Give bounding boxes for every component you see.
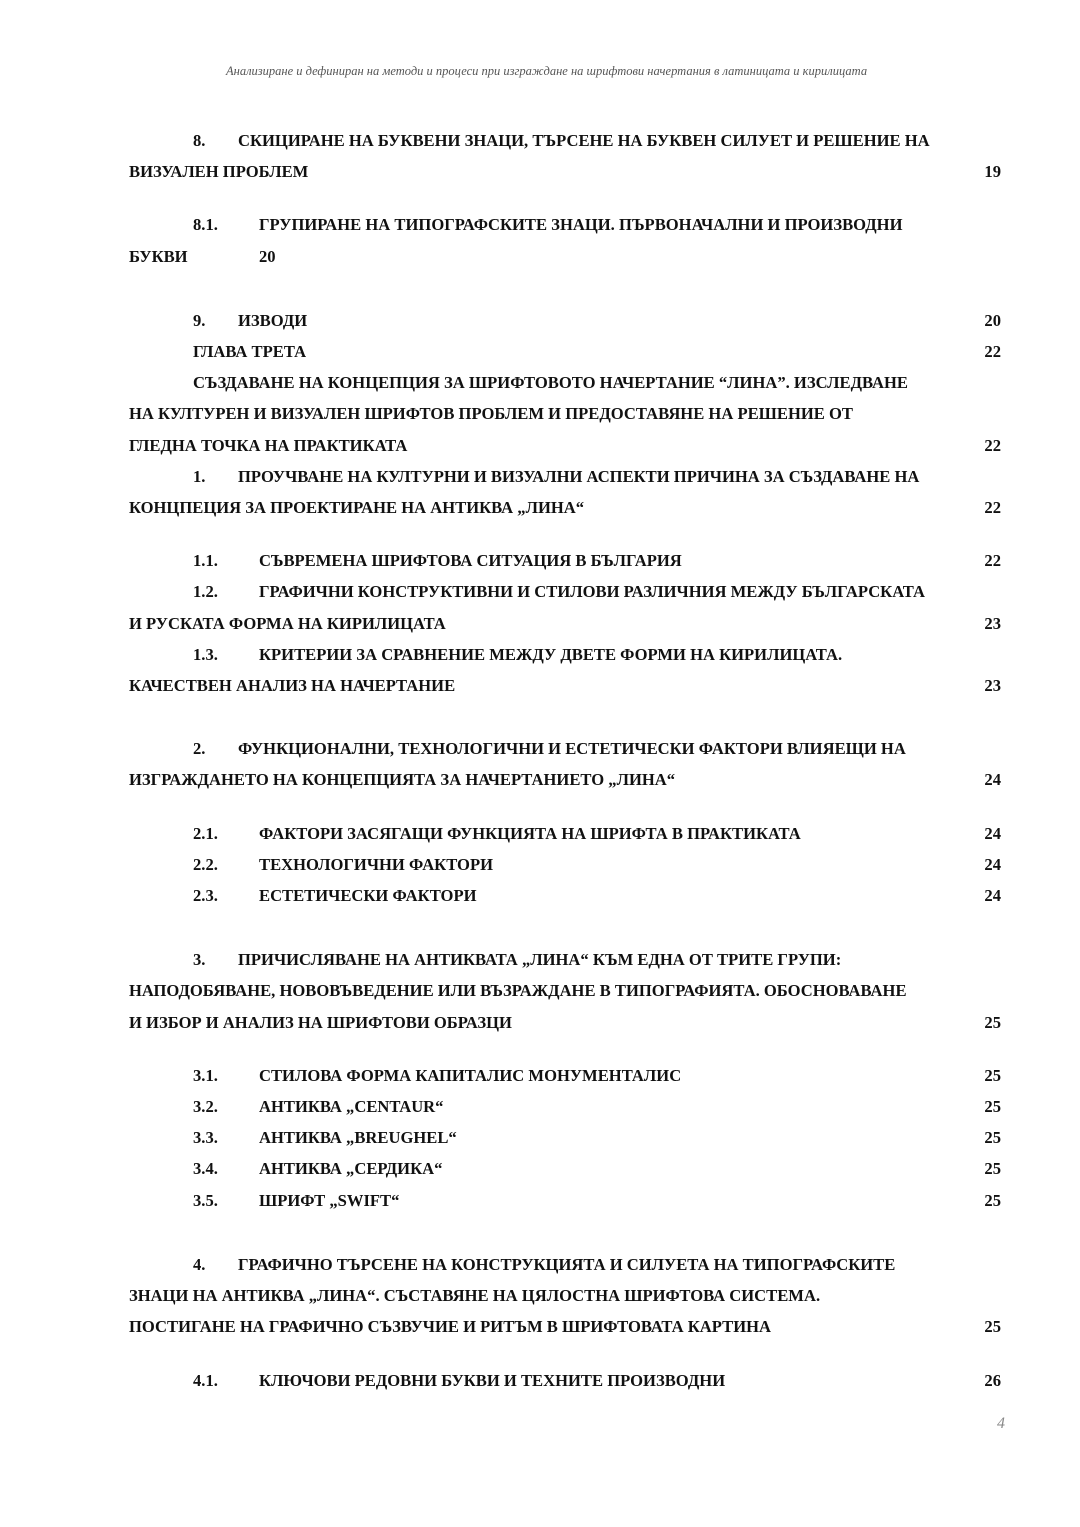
toc-number: 3.3. bbox=[193, 1128, 218, 1148]
toc-number: 2.1. bbox=[193, 823, 218, 843]
toc-page: 25 bbox=[984, 1128, 1001, 1148]
toc-number: 8. bbox=[193, 131, 206, 150]
toc-entry-2-1[interactable] bbox=[129, 818, 1001, 849]
toc-title: ГРАФИЧНО ТЪРСЕНЕ НА КОНСТРУКЦИЯТА И СИЛУЕТА НА ТИПОГРАФСКИТЕ bbox=[238, 1254, 896, 1274]
toc-entry-8-1[interactable] bbox=[129, 209, 1001, 271]
toc-number: 3.5. bbox=[193, 1190, 218, 1210]
toc-title: КРИТЕРИИ ЗА СРАВНЕНИЕ МЕЖДУ ДВЕТЕ ФОРМИ НА КИРИЛИЦАТА. bbox=[259, 644, 843, 664]
toc-title: ГРАФИЧНИ КОНСТРУКТИВНИ И СТИЛОВИ РАЗЛИЧНИЯ МЕЖДУ БЪЛГАРСКАТА bbox=[259, 582, 925, 602]
toc-title: ФАКТОРИ ЗАСЯГАЩИ ФУНКЦИЯТА НА ШРИФТА В ПРАКТИКАТА bbox=[259, 823, 801, 843]
toc-title-cont: НАПОДОБЯВАНЕ, НОВОВЪВЕДЕНИЕ ИЛИ ВЪЗРАЖДАНЕ В ТИПОГРАФИЯТА. ОБОСНОВАВАНЕ bbox=[129, 981, 907, 1001]
toc-number: 3. bbox=[193, 950, 206, 970]
toc-page: 25 bbox=[984, 1159, 1001, 1179]
toc-entry-1-1[interactable] bbox=[129, 545, 1001, 576]
toc-number: 2.2. bbox=[193, 854, 218, 874]
table-of-contents bbox=[129, 125, 1001, 1396]
toc-entry-chapter-3[interactable] bbox=[129, 336, 1001, 367]
toc-entry-9[interactable] bbox=[129, 305, 1001, 336]
toc-page: 23 bbox=[984, 613, 1001, 633]
toc-title: АНТИКВА „СЕРДИКА“ bbox=[259, 1159, 443, 1179]
toc-entry-2-3[interactable] bbox=[129, 880, 1001, 911]
toc-title-cont: ЗНАЦИ НА АНТИКВА „ЛИНА“. СЪСТАВЯНЕ НА ЦЯЛОСТНА ШРИФТОВА СИСТЕМА. bbox=[129, 1286, 821, 1306]
toc-title: СТИЛОВА ФОРМА КАПИТАЛИС МОНУМЕНТАЛИС bbox=[259, 1065, 682, 1085]
toc-title-cont: ПОСТИГАНЕ НА ГРАФИЧНО СЪЗВУЧИЕ И РИТЪМ В ШРИФТОВАТА КАРТИНА bbox=[129, 1317, 771, 1337]
toc-entry-3-5[interactable] bbox=[129, 1185, 1001, 1216]
toc-title: ЕСТЕТИЧЕСКИ ФАКТОРИ bbox=[259, 886, 477, 906]
toc-entry-2-2[interactable] bbox=[129, 849, 1001, 880]
toc-entry-3-3[interactable] bbox=[129, 1122, 1001, 1153]
toc-title: ТЕХНОЛОГИЧНИ ФАКТОРИ bbox=[259, 854, 494, 874]
toc-page: 25 bbox=[984, 1317, 1001, 1337]
toc-title-cont: И РУСКАТА ФОРМА НА КИРИЛИЦАТА bbox=[129, 613, 446, 633]
toc-entry-3-4[interactable] bbox=[129, 1153, 1001, 1184]
toc-page: 22 bbox=[984, 551, 1001, 571]
toc-page: 20 bbox=[259, 246, 276, 266]
toc-title-cont: И ИЗБОР И АНАЛИЗ НА ШРИФТОВИ ОБРАЗЦИ bbox=[129, 1012, 512, 1032]
toc-number: 2.3. bbox=[193, 886, 218, 906]
toc-number: 9. bbox=[193, 310, 206, 330]
toc-title: АНТИКВА „CENTAUR“ bbox=[259, 1097, 444, 1117]
toc-title: СЪВРЕМЕНА ШРИФТОВА СИТУАЦИЯ В БЪЛГАРИЯ bbox=[259, 551, 682, 571]
toc-title: ПРОУЧВАНЕ НА КУЛТУРНИ И ВИЗУАЛНИ АСПЕКТИ ПРИЧИНА ЗА СЪЗДАВАНЕ НА bbox=[238, 466, 920, 486]
toc-page: 24 bbox=[984, 770, 1001, 790]
toc-number: 4.1. bbox=[193, 1370, 218, 1390]
toc-number: 8.1. bbox=[193, 215, 218, 235]
toc-number: 3.1. bbox=[193, 1065, 218, 1085]
toc-number: 3.2. bbox=[193, 1097, 218, 1117]
toc-title-cont: НА КУЛТУРЕН И ВИЗУАЛЕН ШРИФТОВ ПРОБЛЕМ И ПРЕДОСТАВЯНЕ НА РЕШЕНИЕ ОТ bbox=[129, 404, 853, 424]
toc-entry-4[interactable] bbox=[129, 1249, 1001, 1343]
toc-number: 4. bbox=[193, 1254, 206, 1274]
toc-page: 26 bbox=[984, 1370, 1001, 1390]
toc-entry-chapter-3-title[interactable] bbox=[129, 367, 1001, 461]
toc-page: 25 bbox=[984, 1190, 1001, 1210]
toc-page: 24 bbox=[984, 854, 1001, 874]
toc-entry-3[interactable] bbox=[129, 944, 1001, 1038]
toc-page: 22 bbox=[984, 435, 1001, 455]
toc-title: ФУНКЦИОНАЛНИ, ТЕХНОЛОГИЧНИ И ЕСТЕТИЧЕСКИ ФАКТОРИ ВЛИЯЕЩИ НА bbox=[238, 739, 906, 759]
page-number: 4 bbox=[997, 1415, 1005, 1432]
toc-title-cont: КОНЦПЕЦИЯ ЗА ПРОЕКТИРАНЕ НА АНТИКВА „ЛИНА“ bbox=[129, 498, 585, 518]
toc-title: ИЗВОДИ bbox=[238, 310, 308, 330]
toc-entry-1[interactable] bbox=[129, 461, 1001, 523]
toc-page: 25 bbox=[984, 1097, 1001, 1117]
toc-entry-1-3[interactable] bbox=[129, 639, 1001, 701]
toc-entry-3-1[interactable] bbox=[129, 1060, 1001, 1091]
toc-page: 19 bbox=[984, 162, 1001, 182]
toc-entry-2[interactable] bbox=[129, 733, 1001, 795]
toc-number: 1.3. bbox=[193, 644, 218, 664]
running-header: Анализиране и дефиниран на методи и процеси при изграждане на шрифтови начертания в латиницата и кирилицата bbox=[226, 64, 868, 78]
toc-page: 24 bbox=[984, 886, 1001, 906]
toc-title: КЛЮЧОВИ РЕДОВНИ БУКВИ И ТЕХНИТЕ ПРОИЗВОДНИ bbox=[259, 1370, 726, 1390]
toc-page: 23 bbox=[984, 676, 1001, 696]
toc-title: ШРИФТ „SWIFT“ bbox=[259, 1190, 400, 1210]
toc-number: 2. bbox=[193, 739, 206, 759]
toc-page: 25 bbox=[984, 1065, 1001, 1085]
toc-entry-3-2[interactable] bbox=[129, 1091, 1001, 1122]
toc-page: 20 bbox=[984, 310, 1001, 330]
toc-page: 22 bbox=[984, 498, 1001, 518]
toc-title: ПРИЧИСЛЯВАНЕ НА АНТИКВАТА „ЛИНА“ КЪМ ЕДНА ОТ ТРИТЕ ГРУПИ: bbox=[238, 950, 842, 970]
toc-title: СЪЗДАВАНЕ НА КОНЦЕПЦИЯ ЗА ШРИФТОВОТО НАЧЕРТАНИЕ “ЛИНА”. ИЗСЛЕДВАНЕ bbox=[193, 373, 908, 393]
toc-number: 1. bbox=[193, 466, 206, 486]
toc-title-cont: ИЗГРАЖДАНЕТО НА КОНЦЕПЦИЯТА ЗА НАЧЕРТАНИЕТО „ЛИНА“ bbox=[129, 770, 676, 790]
toc-title: СКИЦИРАНЕ НА БУКВЕНИ ЗНАЦИ, ТЪРСЕНЕ НА БУКВЕН СИЛУЕТ И РЕШЕНИЕ НА bbox=[238, 131, 930, 150]
toc-entry-1-2[interactable] bbox=[129, 576, 1001, 638]
toc-title-cont: ВИЗУАЛЕН ПРОБЛЕМ bbox=[129, 162, 309, 182]
toc-number: 3.4. bbox=[193, 1159, 218, 1179]
toc-title-cont: БУКВИ bbox=[129, 246, 188, 266]
toc-entry-8[interactable] bbox=[129, 125, 1001, 187]
toc-title-cont: КАЧЕСТВЕН АНАЛИЗ НА НАЧЕРТАНИЕ bbox=[129, 676, 456, 696]
toc-title-cont: ГЛЕДНА ТОЧКА НА ПРАКТИКАТА bbox=[129, 435, 408, 455]
toc-page: 25 bbox=[984, 1012, 1001, 1032]
toc-title: ГРУПИРАНЕ НА ТИПОГРАФСКИТЕ ЗНАЦИ. ПЪРВОНАЧАЛНИ И ПРОИЗВОДНИ bbox=[259, 215, 903, 235]
toc-title: АНТИКВА „BREUGHEL“ bbox=[259, 1128, 457, 1148]
toc-page: 22 bbox=[984, 342, 1001, 362]
toc-entry-4-1[interactable] bbox=[129, 1365, 1001, 1396]
toc-title: ГЛАВА ТРЕТА bbox=[193, 342, 307, 362]
toc-page: 24 bbox=[984, 823, 1001, 843]
toc-number: 1.1. bbox=[193, 551, 218, 571]
toc-number: 1.2. bbox=[193, 582, 218, 602]
